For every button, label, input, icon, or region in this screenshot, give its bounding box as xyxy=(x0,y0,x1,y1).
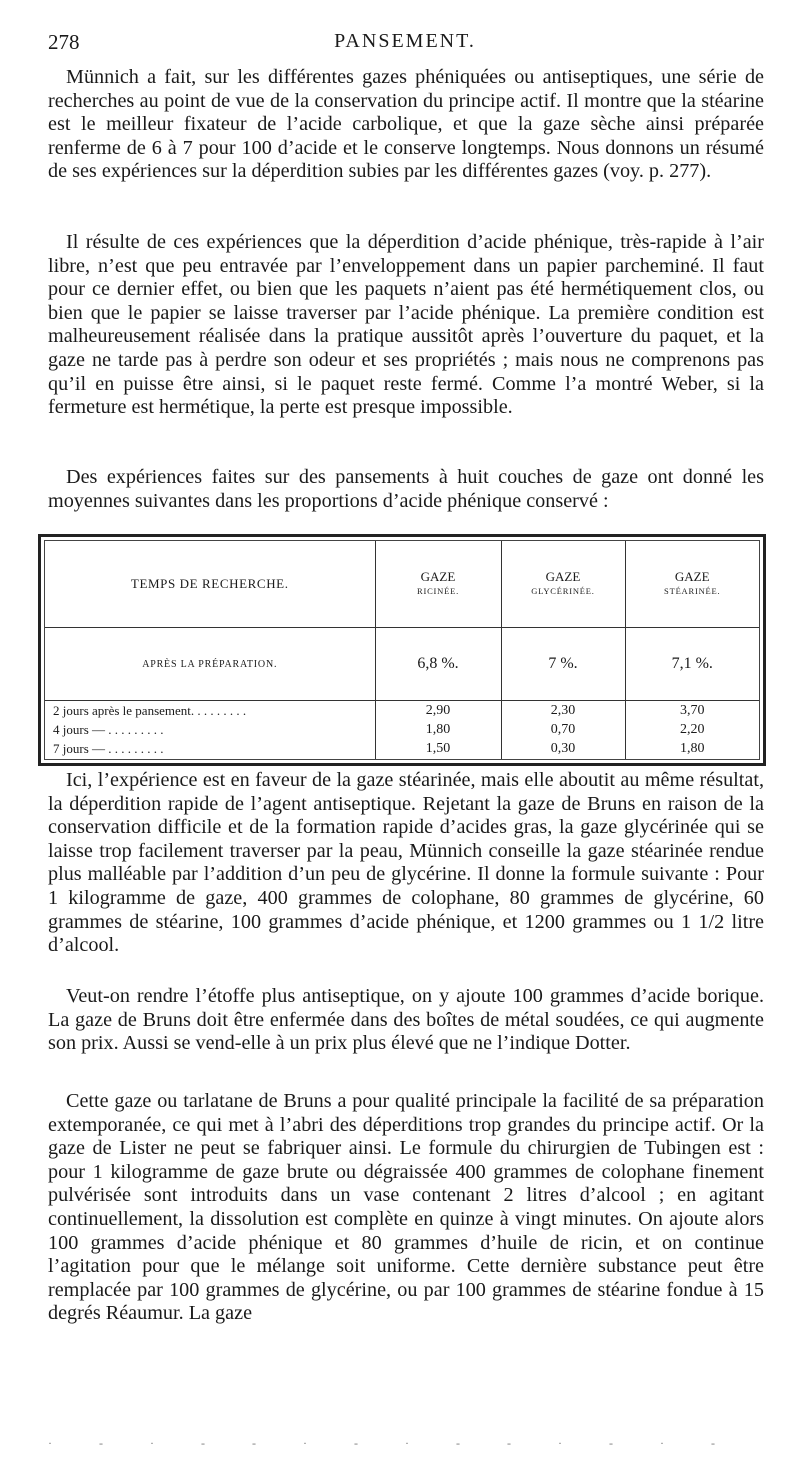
row-label-days: 7 jours — . . . . . . . . . xyxy=(53,741,164,757)
table-row xyxy=(45,628,759,701)
data-table-inner-frame xyxy=(44,540,760,760)
header-gaze-glycerinee xyxy=(501,541,625,628)
header-gaze-glycerinee-top: GAZE xyxy=(545,569,581,585)
header-gaze-ricinee-top: GAZE xyxy=(420,569,456,585)
table-header-row xyxy=(45,541,759,628)
header-time-column: TEMPS DE RECHERCHE. xyxy=(45,541,375,628)
cell-value: 7 %. xyxy=(501,628,625,701)
cell-value: 0,70 xyxy=(501,721,625,740)
page-header xyxy=(48,30,762,56)
cell-value: 3,70 xyxy=(625,701,759,721)
header-gaze-stearinee-sub: STÉARINÉE. xyxy=(664,586,721,597)
cell-value: 2,30 xyxy=(501,701,625,721)
table-row xyxy=(45,701,759,721)
cell-value: 6,8 %. xyxy=(375,628,501,701)
cell-value: 2,90 xyxy=(375,701,501,721)
cell-value: 7,1 %. xyxy=(625,628,759,701)
cell-value: 1,50 xyxy=(375,740,501,759)
header-gaze-stearinee xyxy=(625,541,759,628)
header-gaze-ricinee-sub: RICINÉE. xyxy=(416,586,460,597)
paragraph-acide-borique: Veut-on rendre l’étoffe plus antiseptique, on y ajoute 100 grammes d’acide borique. La gaze de Bruns doit être enfermée dans des boîtes de métal soudées, ce qui augmente son prix. Aussi se vend-elle à un prix plus élevé que ne l’indique Dotter. xyxy=(48,985,764,1055)
page-number: 278 xyxy=(48,30,80,54)
cell-value: 1,80 xyxy=(375,721,501,740)
cell-value: 0,30 xyxy=(501,740,625,759)
cell-value: 1,80 xyxy=(625,740,759,759)
paragraph-munnich-research: Münnich a fait, sur les différentes gazes phéniquées ou antiseptiques, une série de recherches au point de vue de la conservation du principe actif. Il montre que la stéarine est le meilleur fixateur de l’acide carbolique, et que la gaze sèche ainsi préparée renferme de 6 à 7 pour 100 d’acide et le conserve longtemps. Nous donnons un résumé de ses expériences sur la déperdition subies par les différentes gazes (voy. p. 277). xyxy=(48,66,764,183)
header-gaze-ricinee xyxy=(375,541,501,628)
table-row xyxy=(45,721,759,740)
paragraph-tarlatane-bruns: Cette gaze ou tarlatane de Bruns a pour qualité principale la facilité de sa préparation extemporanée, ce qui met à l’abri des déperditions trop grandes du principe actif. Or la gaze de Lister ne peut se fabriquer ainsi. Le formule du chirurgien de Tubingen est : pour 1 kilogramme de gaze brute ou dégraissée 400 grammes de colophane finement pulvérisée sont introduits dans un vase contenant 2 litres d’alcool ; en agitant continuellement, la dissolution est complète en quinze à vingt minutes. On ajoute alors 100 grammes d’acide phénique et 80 grammes d’huile de ricin, et on continue l’agitation pour que le mélange soit uniforme. Cette dernière substance peut être remplacée par 100 grammes de glycérine, ou par 100 grammes de stéarine fondue à 15 degrés Réaumur. La gaze xyxy=(48,1090,764,1325)
table-row xyxy=(45,740,759,759)
row-label-days: 2 jours après le pansement. . . . . . . . . xyxy=(53,703,247,719)
paragraph-table-intro: Des expériences faites sur des pansements à huit couches de gaze ont donné les moyennes suivantes dans les proportions d’acide phénique conservé : xyxy=(48,466,764,512)
paragraph-stearinee-formula: Ici, l’expérience est en faveur de la gaze stéarinée, mais elle aboutit au même résultat, la déperdition rapide de l’agent antiseptique. Rejetant la gaze de Bruns en raison de la conservation difficile et de la formation rapide d’acides gras, la gaze glycérinée qui se laisse trop facilement traverser par la peau, Münnich conseille la gaze stéarinée rendue plus malléable par l’addition d’un peu de glycérine. Il donne la formule suivante : Pour 1 kilogramme de gaze, 400 grammes de colophane, 80 grammes de glycérine, 60 grammes de stéarine, 100 grammes d’acide phénique, et 1200 grammes ou 1 1/2 litre d’alcool. xyxy=(48,769,764,957)
data-table-frame xyxy=(38,534,766,766)
paragraph-deperdition-results: Il résulte de ces expériences que la déperdition d’acide phénique, très-rapide à l’air libre, n’est que peu entravée par l’enveloppement dans un papier parcheminé. Il faut pour ce dernier effet, ou bien que les paquets n’aient pas été hermétiquement clos, ou bien que le papier se laisse traverser par l’acide phénique. La première condition est malheureusement réalisée dans la pratique aussitôt après l’ouverture du paquet, et la gaze ne tarde pas à perdre son odeur et ses propriétés ; mais nous ne comprenons pas qu’il en puisse être ainsi, si le paquet reste fermé. Comme l’a montré Weber, si la fermeture est hermétique, la perte est presque impossible. xyxy=(48,231,764,419)
acid-conservation-table xyxy=(45,541,759,759)
cell-value: 2,20 xyxy=(625,721,759,740)
row-label-days: 4 jours — . . . . . . . . . xyxy=(53,722,164,738)
header-gaze-stearinee-top: GAZE xyxy=(674,569,710,585)
header-gaze-glycerinee-sub: GLYCÉRINÉE. xyxy=(531,586,595,597)
running-title: PANSEMENT. xyxy=(334,30,476,52)
row-label-preparation: APRÈS LA PRÉPARATION. xyxy=(45,628,375,701)
footer-print-marks: · - · - - · - · - - · - · - xyxy=(48,1436,737,1450)
